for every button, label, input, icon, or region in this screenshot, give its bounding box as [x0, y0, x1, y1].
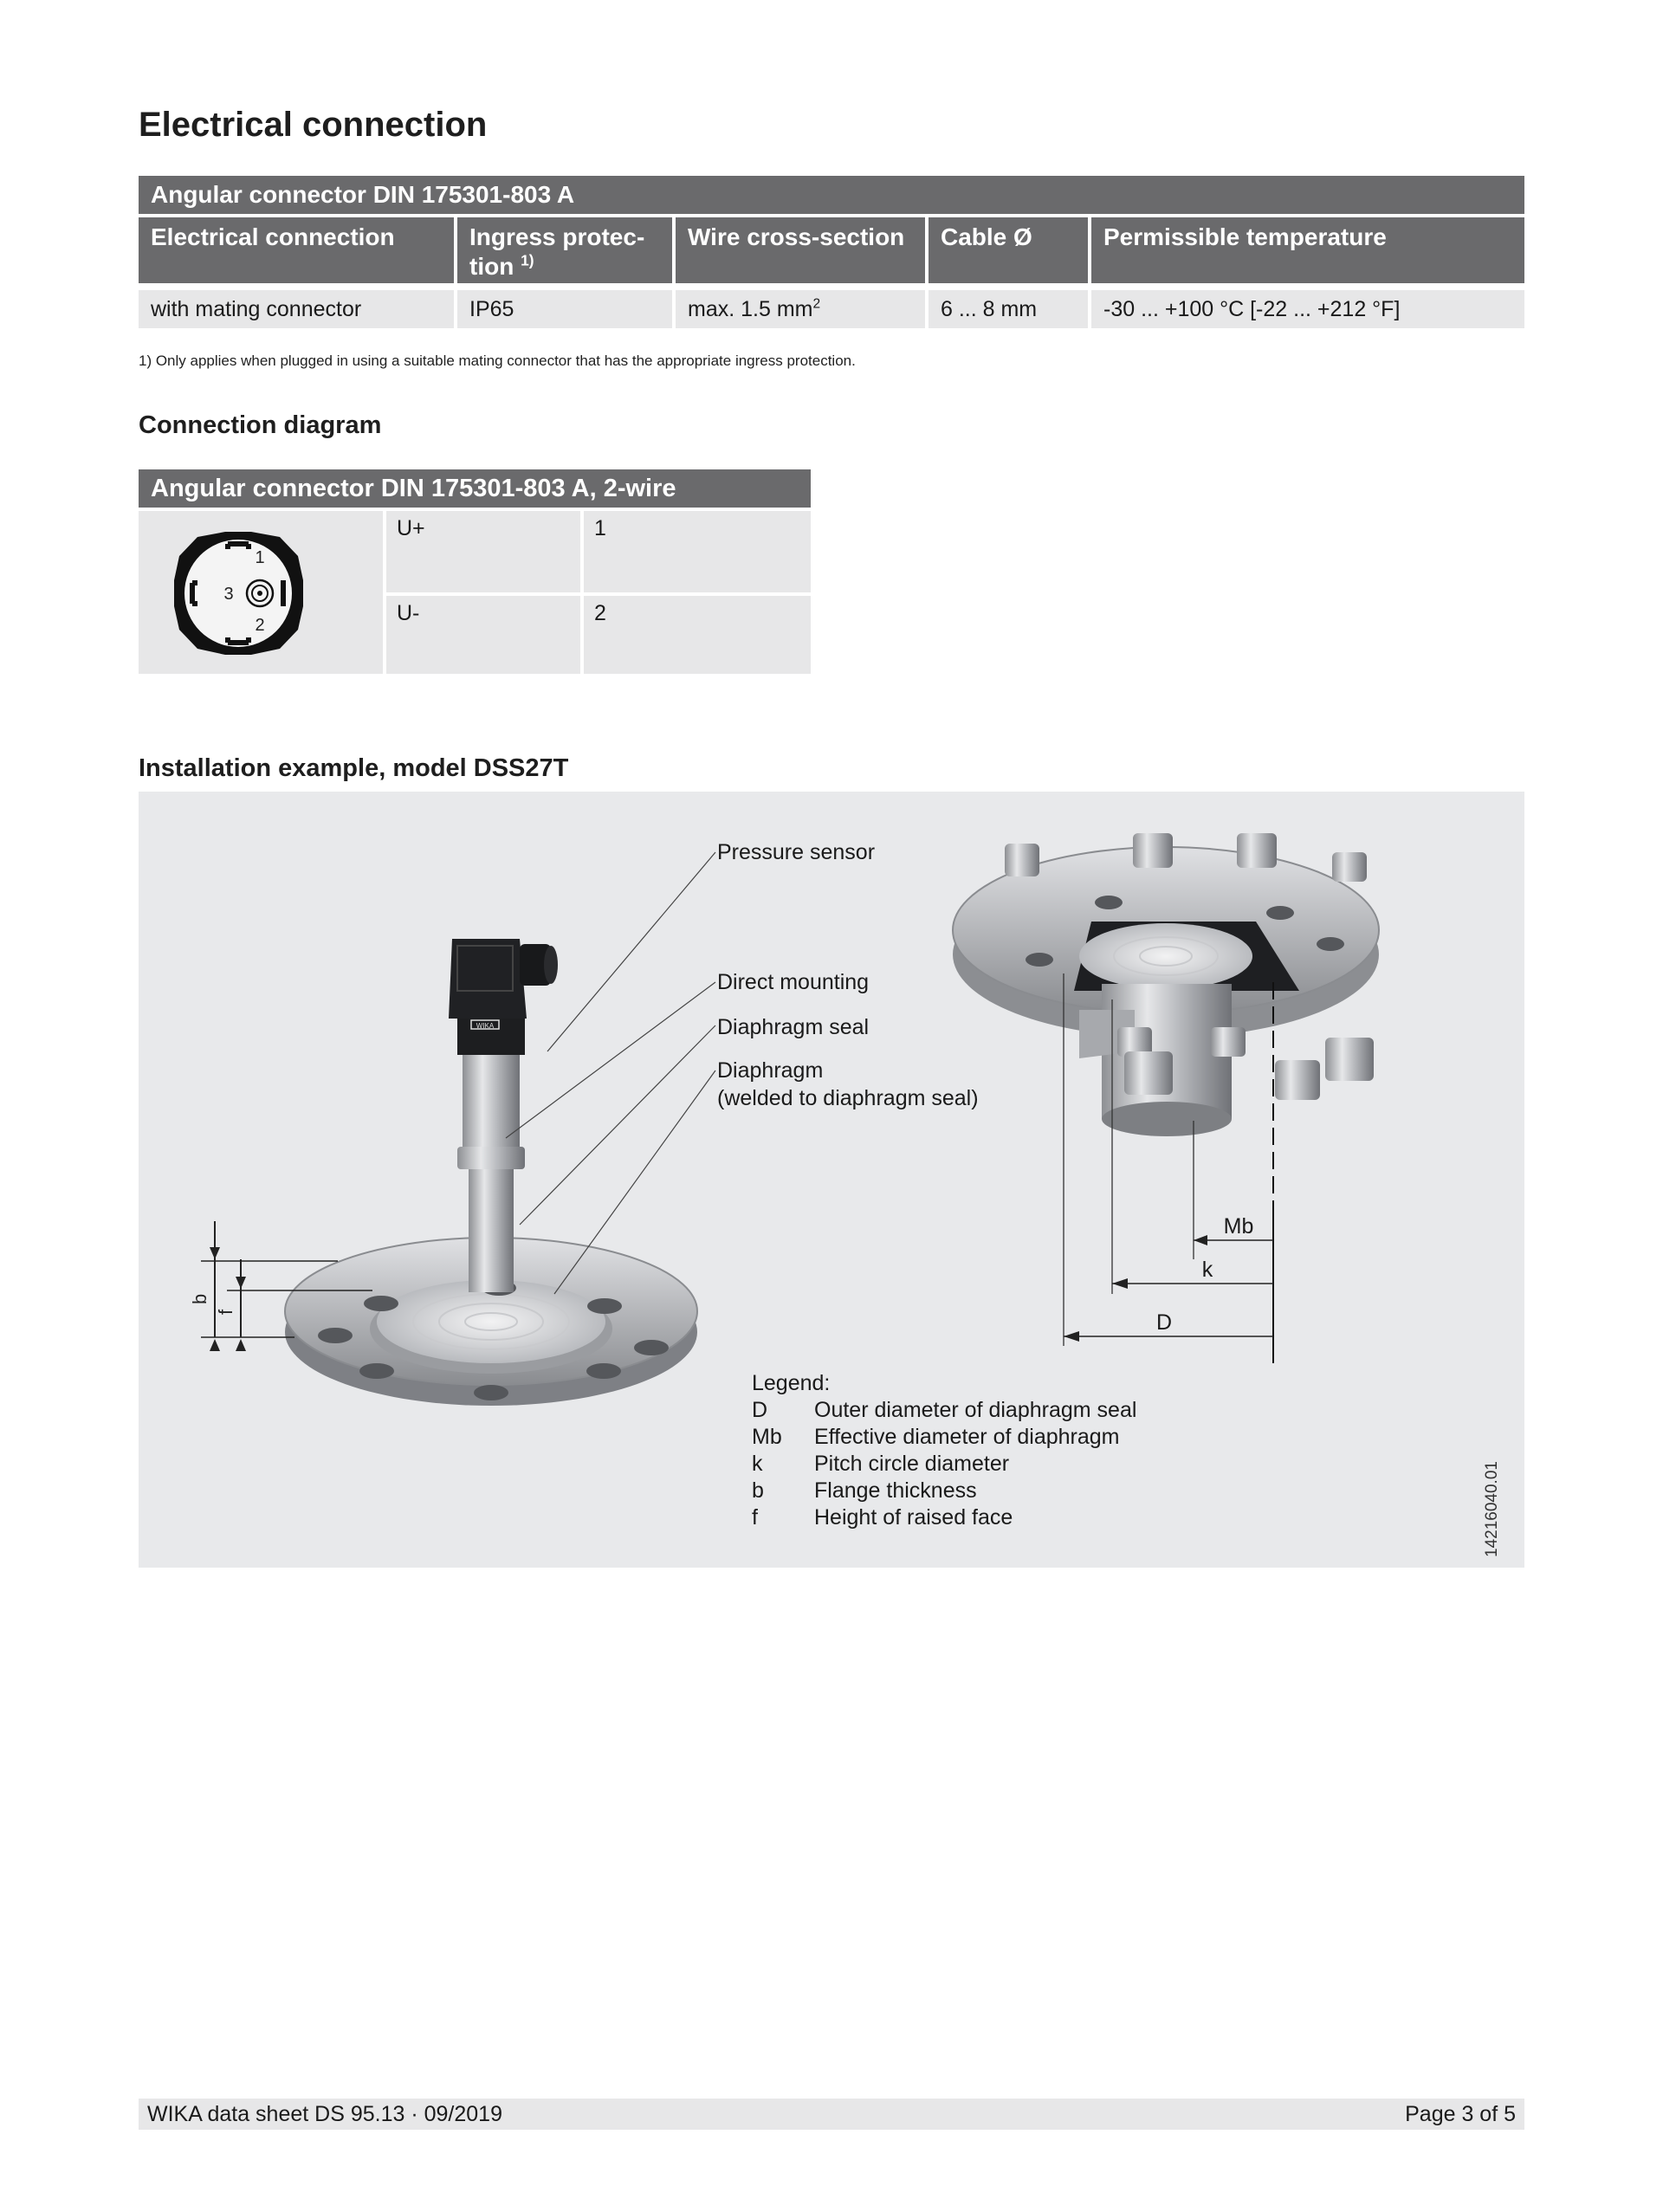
- pin-label-1: 1: [255, 548, 265, 567]
- legend-key: D: [752, 1398, 768, 1422]
- legend-item: [752, 1451, 1136, 1478]
- drawing-id: 14216040.01: [1483, 1461, 1501, 1557]
- footnote-marker: 1): [521, 251, 534, 269]
- callout-diaphragm-line2: (welded to diaphragm seal): [717, 1086, 979, 1110]
- legend-key: k: [752, 1452, 763, 1476]
- electrical-connection-table: [139, 176, 1524, 328]
- pin-label-3: 3: [223, 585, 234, 604]
- legend-item: [752, 1424, 1136, 1451]
- pin-label-2: 2: [255, 616, 265, 635]
- pin-signal-cell: U-: [386, 596, 580, 674]
- legend-key: b: [752, 1478, 764, 1503]
- cell-ingress-protection: IP65: [457, 290, 672, 328]
- cell-cable-diameter: 6 ... 8 mm: [929, 290, 1088, 328]
- callout-pressure-sensor: Pressure sensor: [717, 840, 876, 864]
- cell-wire-exponent: 2: [812, 296, 821, 312]
- legend-item: [752, 1504, 1136, 1531]
- header-permissible-temperature: Permissible temperature: [1091, 217, 1524, 283]
- cell-electrical-connection: with mating connector: [139, 290, 454, 328]
- dim-label-f: f: [215, 1309, 236, 1315]
- page-footer: [139, 2099, 1524, 2130]
- legend-key: Mb: [752, 1425, 782, 1449]
- callout-diaphragm-seal: Diaphragm seal: [717, 1015, 870, 1039]
- legend-text: Outer diameter of diaphragm seal: [814, 1398, 1137, 1422]
- diagram-caption: Angular connector DIN 175301-803 A, 2-wire: [139, 469, 811, 508]
- header-ingress-line1: Ingress protec-: [469, 223, 645, 250]
- connector-pinout-icon: [139, 511, 383, 674]
- table-header-row: [139, 214, 1524, 287]
- callout-direct-mounting: Direct mounting: [717, 970, 870, 994]
- connection-diagram-table: [139, 469, 811, 674]
- legend-text: Pitch circle diameter: [814, 1452, 1010, 1476]
- header-ingress-protection: [457, 217, 672, 283]
- installation-title: Installation example, model DSS27T: [139, 754, 569, 782]
- cell-wire-cross-section: [676, 290, 925, 328]
- legend-title: Legend:: [752, 1371, 831, 1395]
- footnote: 1) Only applies when plugged in using a suitable mating connector that has the appropriate ingress protection.: [139, 352, 856, 369]
- dim-label-mb: Mb: [1223, 1214, 1254, 1239]
- cell-wire-value: max. 1.5 mm: [688, 297, 813, 321]
- connection-diagram-title: Connection diagram: [139, 411, 382, 439]
- wika-logo: WIKA: [476, 1022, 495, 1030]
- footer-page-number: Page 3 of 5: [1405, 2102, 1516, 2126]
- pin-signal-cell: U+: [386, 511, 580, 592]
- legend: [752, 1370, 1136, 1531]
- table-caption: Angular connector DIN 175301-803 A: [139, 176, 1524, 214]
- table-row: [139, 287, 1524, 328]
- dim-label-b: b: [189, 1293, 210, 1304]
- header-wire-cross-section: Wire cross-section: [676, 217, 925, 283]
- legend-item: [752, 1397, 1136, 1424]
- legend-text: Effective diameter of diaphragm: [814, 1425, 1120, 1449]
- connector-pinout-cell: [139, 511, 383, 674]
- header-ingress-line2: tion: [469, 253, 514, 280]
- legend-text: Height of raised face: [814, 1505, 1013, 1530]
- header-electrical-connection: Electrical connection: [139, 217, 454, 283]
- header-cable-diameter: Cable Ø: [929, 217, 1088, 283]
- pin-number-cell: 1: [584, 511, 811, 592]
- legend-text: Flange thickness: [814, 1478, 977, 1503]
- section-title: Electrical connection: [139, 106, 488, 144]
- pin-number-cell: 2: [584, 596, 811, 674]
- cell-permissible-temperature: -30 ... +100 °C [-22 ... +212 °F]: [1091, 290, 1524, 328]
- dim-label-d: D: [1155, 1310, 1173, 1335]
- dim-label-k: k: [1201, 1258, 1213, 1282]
- legend-key: f: [752, 1505, 758, 1530]
- legend-item: [752, 1478, 1136, 1504]
- callout-diaphragm: [717, 1057, 979, 1112]
- callout-diaphragm-line1: Diaphragm: [717, 1058, 824, 1083]
- footer-datasheet: WIKA data sheet DS 95.13 · 09/2019: [147, 2102, 502, 2126]
